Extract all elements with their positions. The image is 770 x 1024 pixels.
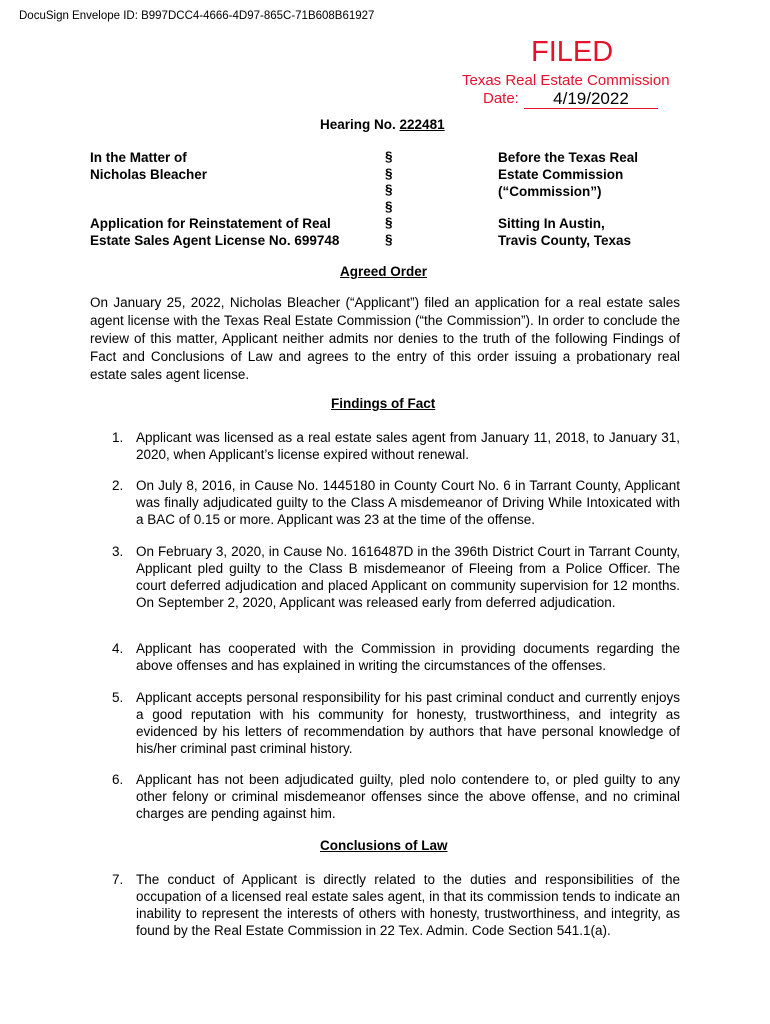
list-item [90, 429, 680, 463]
item-number: 2. [112, 478, 124, 493]
caption-line: Before the Texas Real [498, 150, 639, 165]
list-item [90, 640, 680, 674]
stamp-date-value: 4/19/2022 [524, 89, 658, 109]
item-number: 4. [112, 641, 124, 656]
list-item [90, 477, 680, 528]
caption-before [498, 149, 638, 200]
section-symbol: § [385, 198, 393, 214]
list-item [90, 543, 680, 611]
caption-line: Estate Commission [498, 167, 624, 182]
conclusions-heading: Conclusions of Law [320, 838, 448, 853]
list-item [90, 871, 680, 939]
caption-line: (“Commission”) [498, 184, 602, 199]
item-number: 1. [112, 430, 124, 445]
hearing-number-value: 222481 [399, 117, 445, 132]
agreed-order-heading: Agreed Order [340, 264, 428, 279]
item-text: Applicant accepts personal responsibility for his past criminal conduct and currently enjoys a good reputation with his community for honesty, trustworthiness, and integrity as evidenced by his letters of recommendation by authors that have personal knowledge of his/her criminal past criminal history. [136, 690, 680, 756]
list-item [90, 771, 680, 822]
caption-matter [90, 149, 207, 183]
item-number: 6. [112, 772, 124, 787]
item-text: On July 8, 2016, in Cause No. 1445180 in County Court No. 6 in Tarrant County, Applicant was finally adjudicated guilty to the Class A misdemeanor of Driving While Intoxicated with a BAC of 0.15 or more. Applicant was 23 at the time of the offense. [136, 478, 680, 527]
filed-stamp: FILED [531, 36, 614, 68]
section-symbol: § [385, 231, 393, 247]
section-symbols [385, 149, 393, 248]
section-symbol: § [385, 215, 393, 230]
item-number: 7. [112, 872, 124, 887]
section-symbol: § [385, 149, 393, 164]
item-text: Applicant was licensed as a real estate sales agent from January 11, 2018, to January 31, 2020, when Applicant’s license expired without renewal. [136, 430, 680, 462]
item-text: On February 3, 2020, in Cause No. 1616487D in the 396th District Court in Tarrant County, Applicant pled guilty to the Class B misdemeanor of Fleeing from a Police Officer. The court deferred adjudication and placed Applicant on community supervision for 12 months. On September 2, 2020, Applicant was released early from deferred adjudication. [136, 544, 680, 610]
caption-application [90, 215, 339, 249]
item-number: 3. [112, 544, 124, 559]
caption-sitting [498, 215, 631, 249]
findings-heading: Findings of Fact [331, 396, 436, 411]
list-item [90, 689, 680, 757]
section-symbol: § [385, 165, 393, 181]
hearing-number [320, 117, 445, 132]
caption-line: Application for Reinstatement of Real [90, 216, 331, 231]
caption-line: Sitting In Austin, [498, 216, 605, 231]
caption-line: Nicholas Bleacher [90, 167, 208, 182]
intro-paragraph: On January 25, 2022, Nicholas Bleacher (“Applicant”) filed an application for a real estate sales agent license with the Texas Real Estate Commission (“the Commission”). In order to conclude the review of this matter, Applicant neither admits nor denies to the truth of the following Findings of Fact and Conclusions of Law and agrees to the entry of this order issuing a probationary real estate sales agent license. [90, 295, 680, 382]
stamp-commission: Texas Real Estate Commission [462, 72, 670, 89]
caption-line: Estate Sales Agent License No. 699748 [90, 233, 340, 248]
section-symbol: § [385, 182, 393, 197]
item-text: Applicant has cooperated with the Commission in providing documents regarding the above offenses and has explained in writing the circumstances of the offenses. [136, 641, 680, 673]
envelope-id: DocuSign Envelope ID: B997DCC4-4666-4D97-865C-71B608B61927 [19, 10, 375, 22]
item-text: The conduct of Applicant is directly related to the duties and responsibilities of the occupation of a licensed real estate sales agent, in that its commission tends to indicate an inability to represent the interests of others with honesty, trustworthiness, and integrity, as found by the Real Estate Commission in 22 Tex. Admin. Code Section 541.1(a). [136, 872, 680, 938]
stamp-date-label: Date: [483, 90, 519, 107]
caption-line: In the Matter of [90, 150, 187, 165]
item-text: Applicant has not been adjudicated guilty, pled nolo contendere to, or pled guilty to any other felony or criminal misdemeanor offenses since the above offense, and no criminal charges are pending against him. [136, 772, 680, 821]
hearing-label: Hearing No. [320, 117, 396, 132]
item-number: 5. [112, 690, 124, 705]
caption-line: Travis County, Texas [498, 233, 632, 248]
